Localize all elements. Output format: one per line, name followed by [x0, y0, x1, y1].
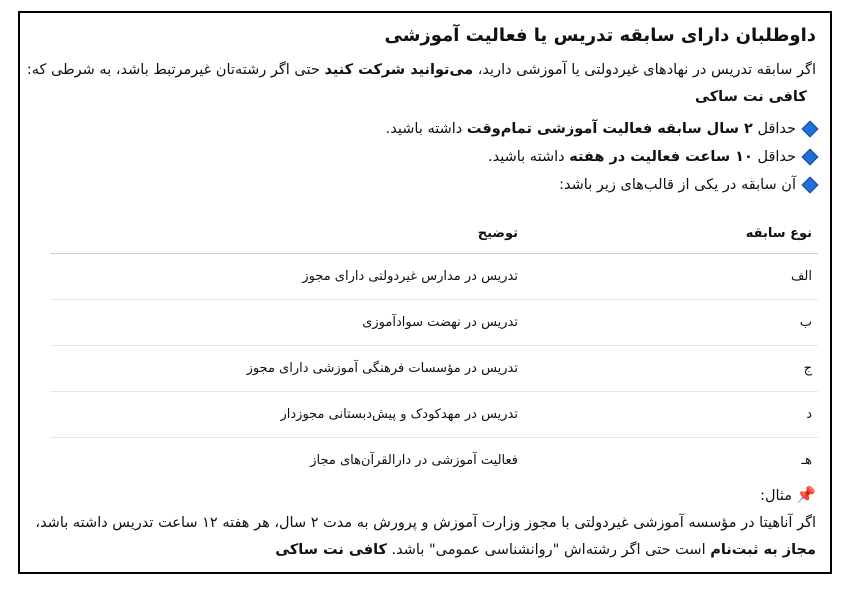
intro-bold: می‌توانید شرکت کنید — [324, 62, 474, 78]
experience-table — [50, 213, 818, 483]
table-header-row — [50, 213, 818, 254]
example-highlight: کافی نت ساکی — [275, 542, 387, 558]
cell-description: تدریس در مهدکودک و پیش‌دبستانی مجوزدار — [50, 392, 524, 438]
bullet-item — [488, 149, 816, 165]
table-row — [50, 346, 818, 392]
example-text — [26, 510, 816, 564]
example-section — [26, 481, 816, 564]
cell-description: تدریس در مدارس غیردولتی دارای مجوز — [50, 254, 524, 300]
bullet-bold: ۱۰ ساعت فعالیت در هفته — [569, 149, 753, 165]
intro-highlight: کافی نت ساکی — [695, 89, 807, 105]
table-row — [50, 300, 818, 346]
cell-type: هـ — [801, 453, 812, 468]
cell-type: الف — [524, 254, 818, 300]
intro-text-1: اگر سابقه تدریس در نهادهای غیردولتی یا آموزشی دارید، — [473, 62, 816, 78]
diamond-icon — [802, 121, 819, 138]
example-bold: مجاز به ثبت‌نام — [710, 542, 816, 558]
table-row — [50, 438, 818, 484]
diamond-icon — [802, 177, 819, 194]
bullet-post: داشته باشید. — [487, 149, 570, 165]
bullet-item — [559, 177, 816, 193]
bullet-bold: ۲ سال سابقه فعالیت آموزشی تمام‌وقت — [466, 121, 753, 137]
table-row — [50, 392, 818, 438]
bullet-pre: حداقل — [752, 121, 796, 137]
intro-paragraph — [26, 57, 816, 111]
cell-description: تدریس در مؤسسات فرهنگی آموزشی دارای مجوز — [50, 346, 524, 392]
cell-type: د — [524, 392, 818, 438]
example-text-2: است حتی اگر رشته‌اش "روانشناسی عمومی" باشد. — [386, 542, 711, 558]
header-description: توضیح — [50, 213, 524, 254]
bullet-pre: حداقل — [752, 149, 796, 165]
example-label: مثال: — [760, 488, 793, 504]
intro-text-2: حتی اگر رشته‌تان غیرمرتبط باشد، به شرطی که: — [26, 62, 325, 78]
bullet-item — [386, 121, 816, 137]
table-row — [50, 254, 818, 300]
cell-type: ب — [524, 300, 818, 346]
content-card — [18, 11, 832, 574]
cell-type: ج — [524, 346, 818, 392]
bullet-pre: آن سابقه در یکی از قالب‌های زیر باشد: — [559, 177, 796, 193]
cell-description: تدریس در نهضت سوادآموزی — [50, 300, 524, 346]
cell-description: فعالیت آموزشی در دارالقرآن‌های مجاز — [310, 453, 518, 468]
bullet-post: داشته باشید. — [385, 121, 467, 137]
example-text-1: اگر آناهیتا در مؤسسه آموزشی غیردولتی با مجوز وزارت آموزش و پرورش به مدت ۲ سال، هر هفته ۱۲ ساعت تدریس داشته باشد، — [35, 515, 816, 531]
example-heading — [26, 481, 816, 510]
header-type: نوع سابقه — [524, 213, 818, 254]
pushpin-icon: 📌 — [796, 485, 816, 504]
diamond-icon — [802, 149, 819, 166]
page-title: داوطلبان دارای سابقه تدریس یا فعالیت آموزشی — [384, 25, 816, 46]
